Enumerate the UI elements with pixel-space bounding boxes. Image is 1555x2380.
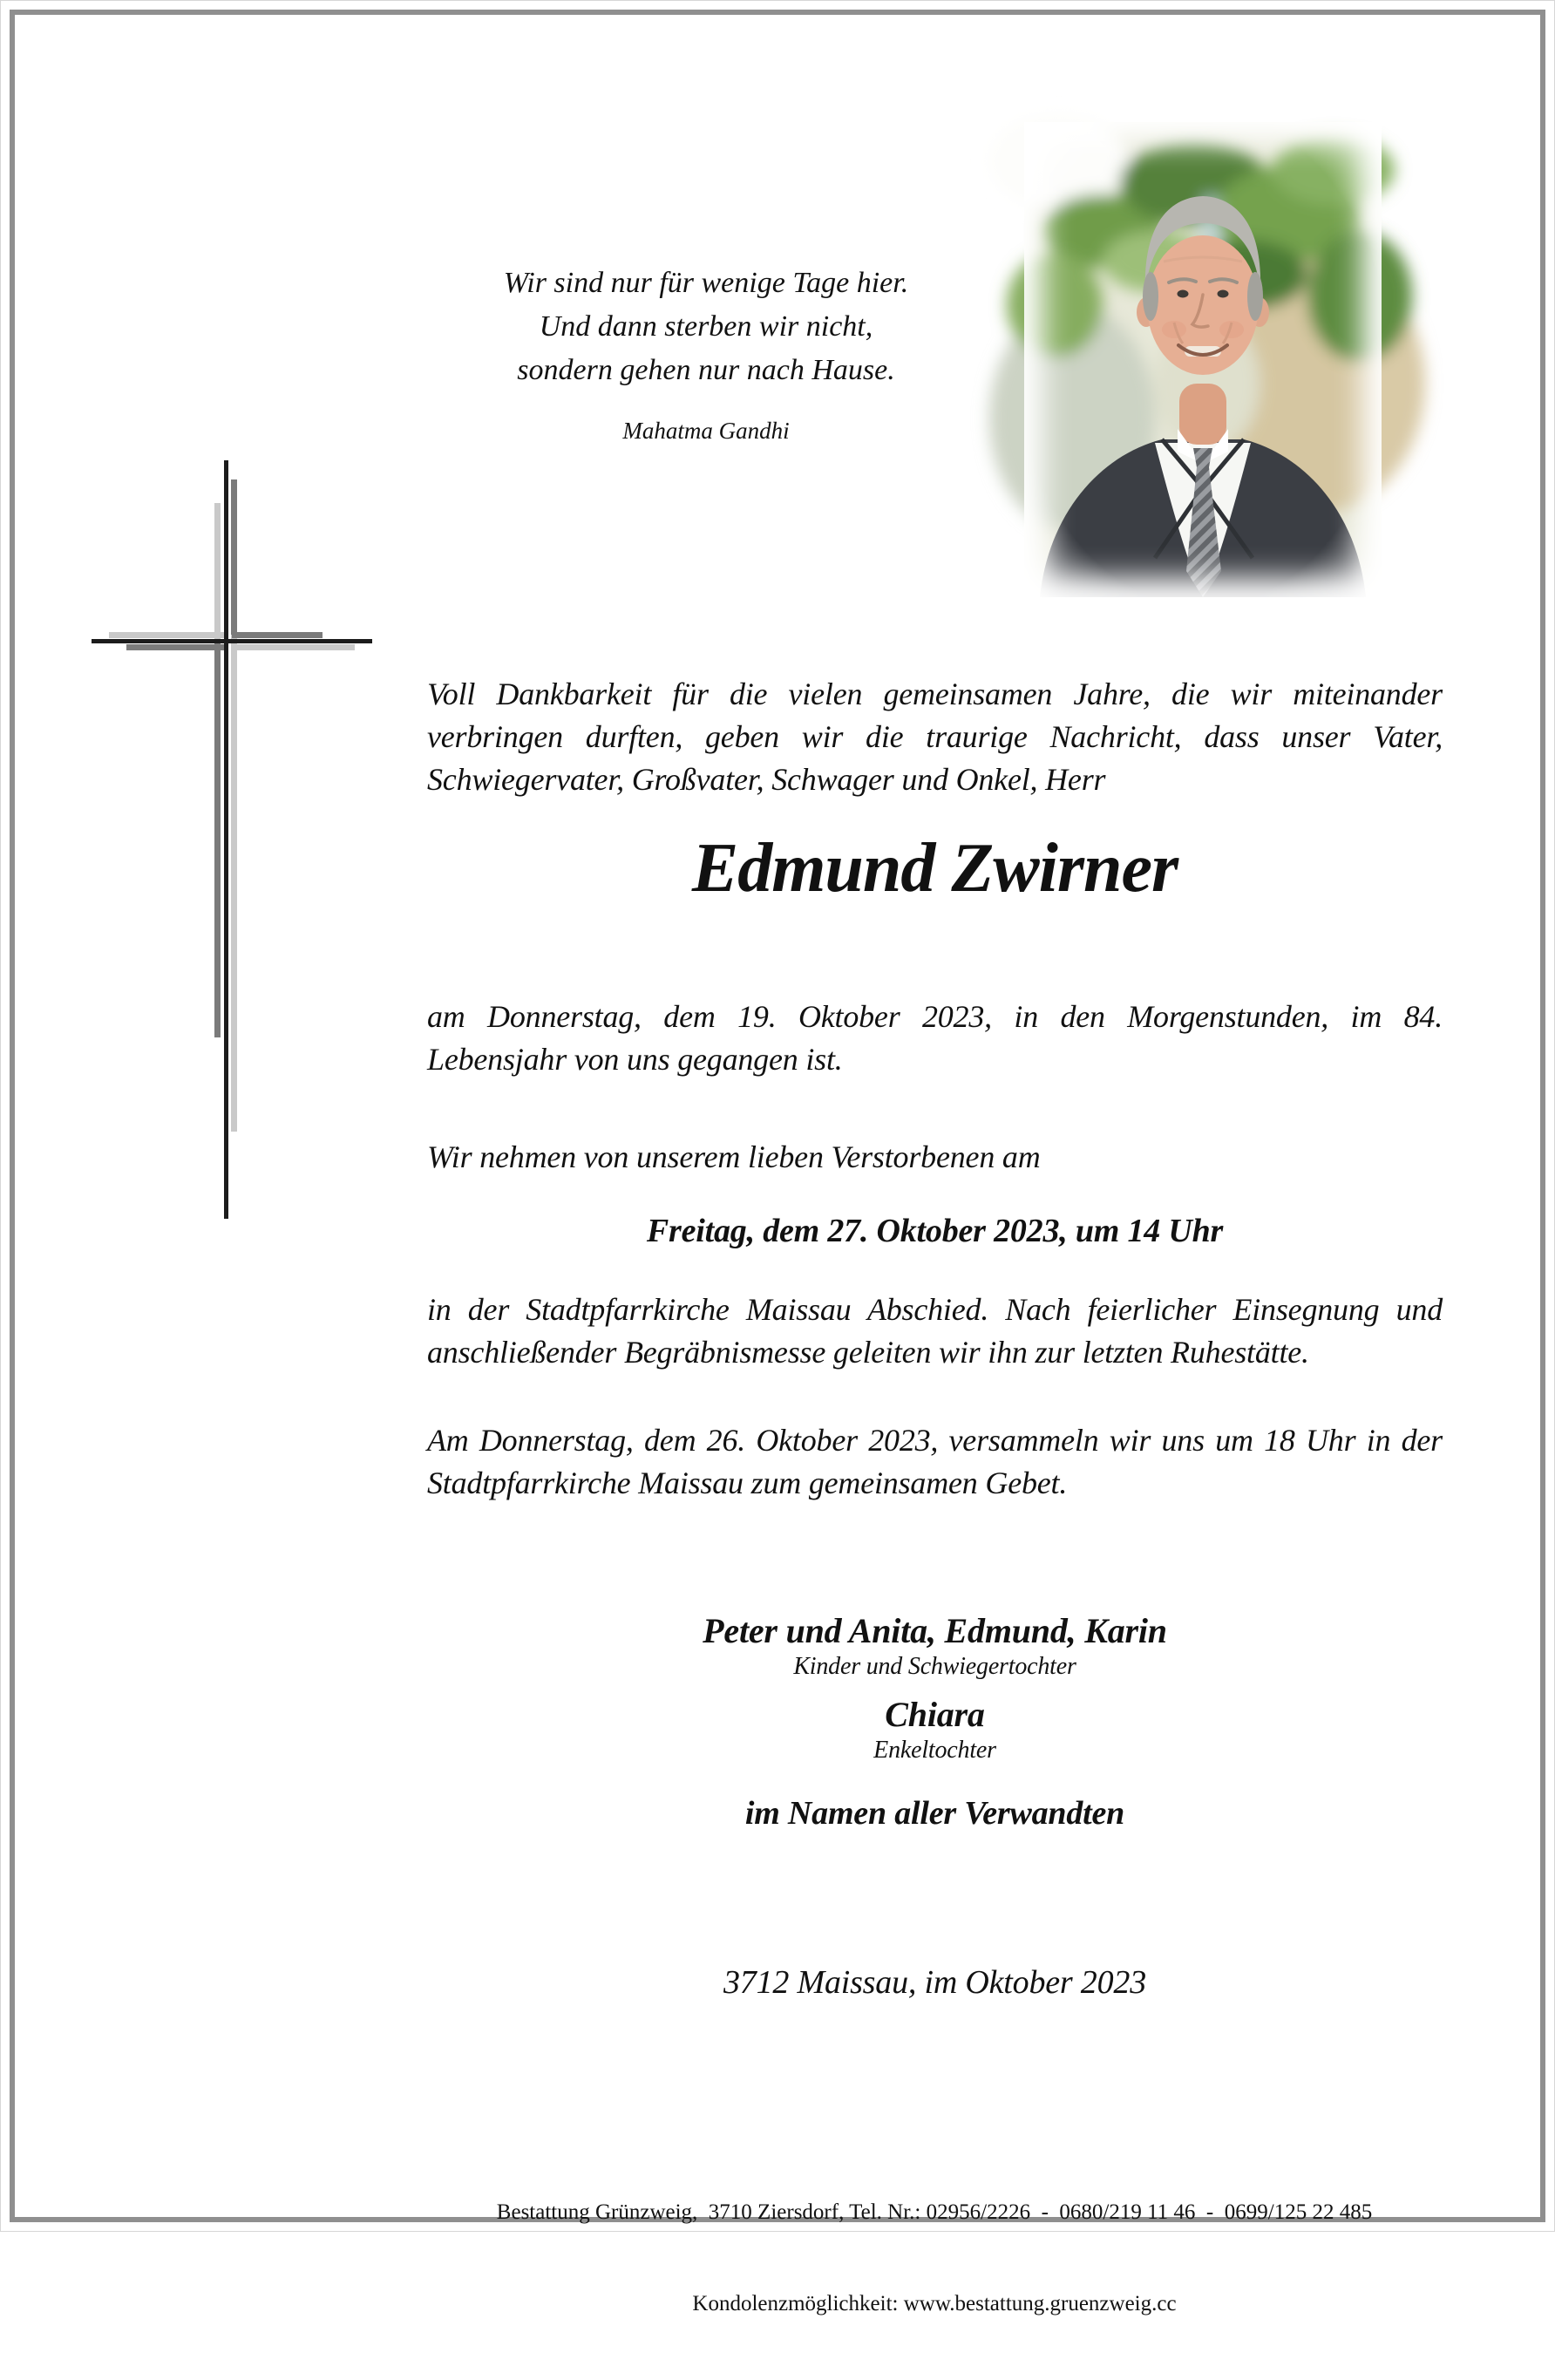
funeral-datetime: Freitag, dem 27. Oktober 2023, um 14 Uhr	[646, 1213, 1224, 1249]
cross-line	[224, 460, 228, 1219]
cross-line	[231, 479, 237, 647]
portrait-photo-graphic	[1024, 122, 1382, 597]
quote-line: sondern gehen nur nach Hause.	[517, 354, 895, 386]
portrait-photo	[1024, 122, 1382, 597]
cross-line	[232, 644, 355, 650]
place-date-line: 3712 Maissau, im Oktober 2023	[723, 1964, 1146, 2001]
cross-line	[109, 632, 224, 638]
children-names: Peter und Anita, Edmund, Karin	[703, 1611, 1167, 1650]
cross-line	[214, 503, 221, 641]
cross-line	[231, 635, 237, 1132]
footer-condolence-line: Kondolenzmöglichkeit: www.bestattung.gruenzweig.cc	[692, 2292, 1177, 2315]
funeral-home-footer	[368, 2136, 1501, 2380]
cross-line	[232, 632, 323, 638]
cross-line	[126, 644, 224, 650]
quote-attribution: Mahatma Gandhi	[622, 418, 790, 444]
granddaughter-relation: Enkeltochter	[873, 1737, 996, 1764]
quote-line: Und dann sterben wir nicht,	[539, 310, 873, 343]
funeral-details-paragraph: in der Stadtpfarrkirche Maissau Abschied. Nach feierlicher Einsegnung und anschließender Begräbnismesse geleiten wir ihn zur letzten Ruhestätte.	[427, 1292, 1443, 1370]
on-behalf-line: im Namen aller Verwandten	[744, 1795, 1125, 1832]
quote-line: Wir sind nur für wenige Tage hier.	[503, 267, 909, 299]
farewell-intro: Wir nehmen von unserem lieben Verstorbenen am	[427, 1139, 1041, 1174]
cross-icon	[78, 453, 379, 1225]
photo-vignette	[1024, 122, 1382, 597]
prayer-info-paragraph: Am Donnerstag, dem 26. Oktober 2023, versammeln wir uns um 18 Uhr in der Stadtpfarrkirche Maissau zum gemeinsamen Gebet.	[427, 1423, 1443, 1500]
intro-paragraph: Voll Dankbarkeit für die vielen gemeinsamen Jahre, die wir miteinander verbringen durften, geben wir die traurige Nachricht, dass unser Vater, Schwiegervater, Großvater, Schwager und Onkel, Herr	[427, 677, 1443, 797]
cross-line	[214, 641, 221, 1037]
death-info-paragraph: am Donnerstag, dem 19. Oktober 2023, in den Morgenstunden, im 84. Lebensjahr von uns gegangen ist.	[427, 999, 1443, 1077]
granddaughter-name: Chiara	[885, 1695, 985, 1734]
children-relation: Kinder und Schwiegertochter	[793, 1653, 1076, 1680]
cross-line	[92, 639, 372, 643]
mourners-block	[427, 1611, 1443, 1833]
footer-contact-line: Bestattung Grünzweig, 3710 Ziersdorf, Tel. Nr.: 02956/2226 - 0680/219 11 46 - 0699/125 22 485	[496, 2200, 1373, 2224]
deceased-name: Edmund Zwirner	[691, 830, 1178, 907]
quote-block	[427, 262, 985, 445]
